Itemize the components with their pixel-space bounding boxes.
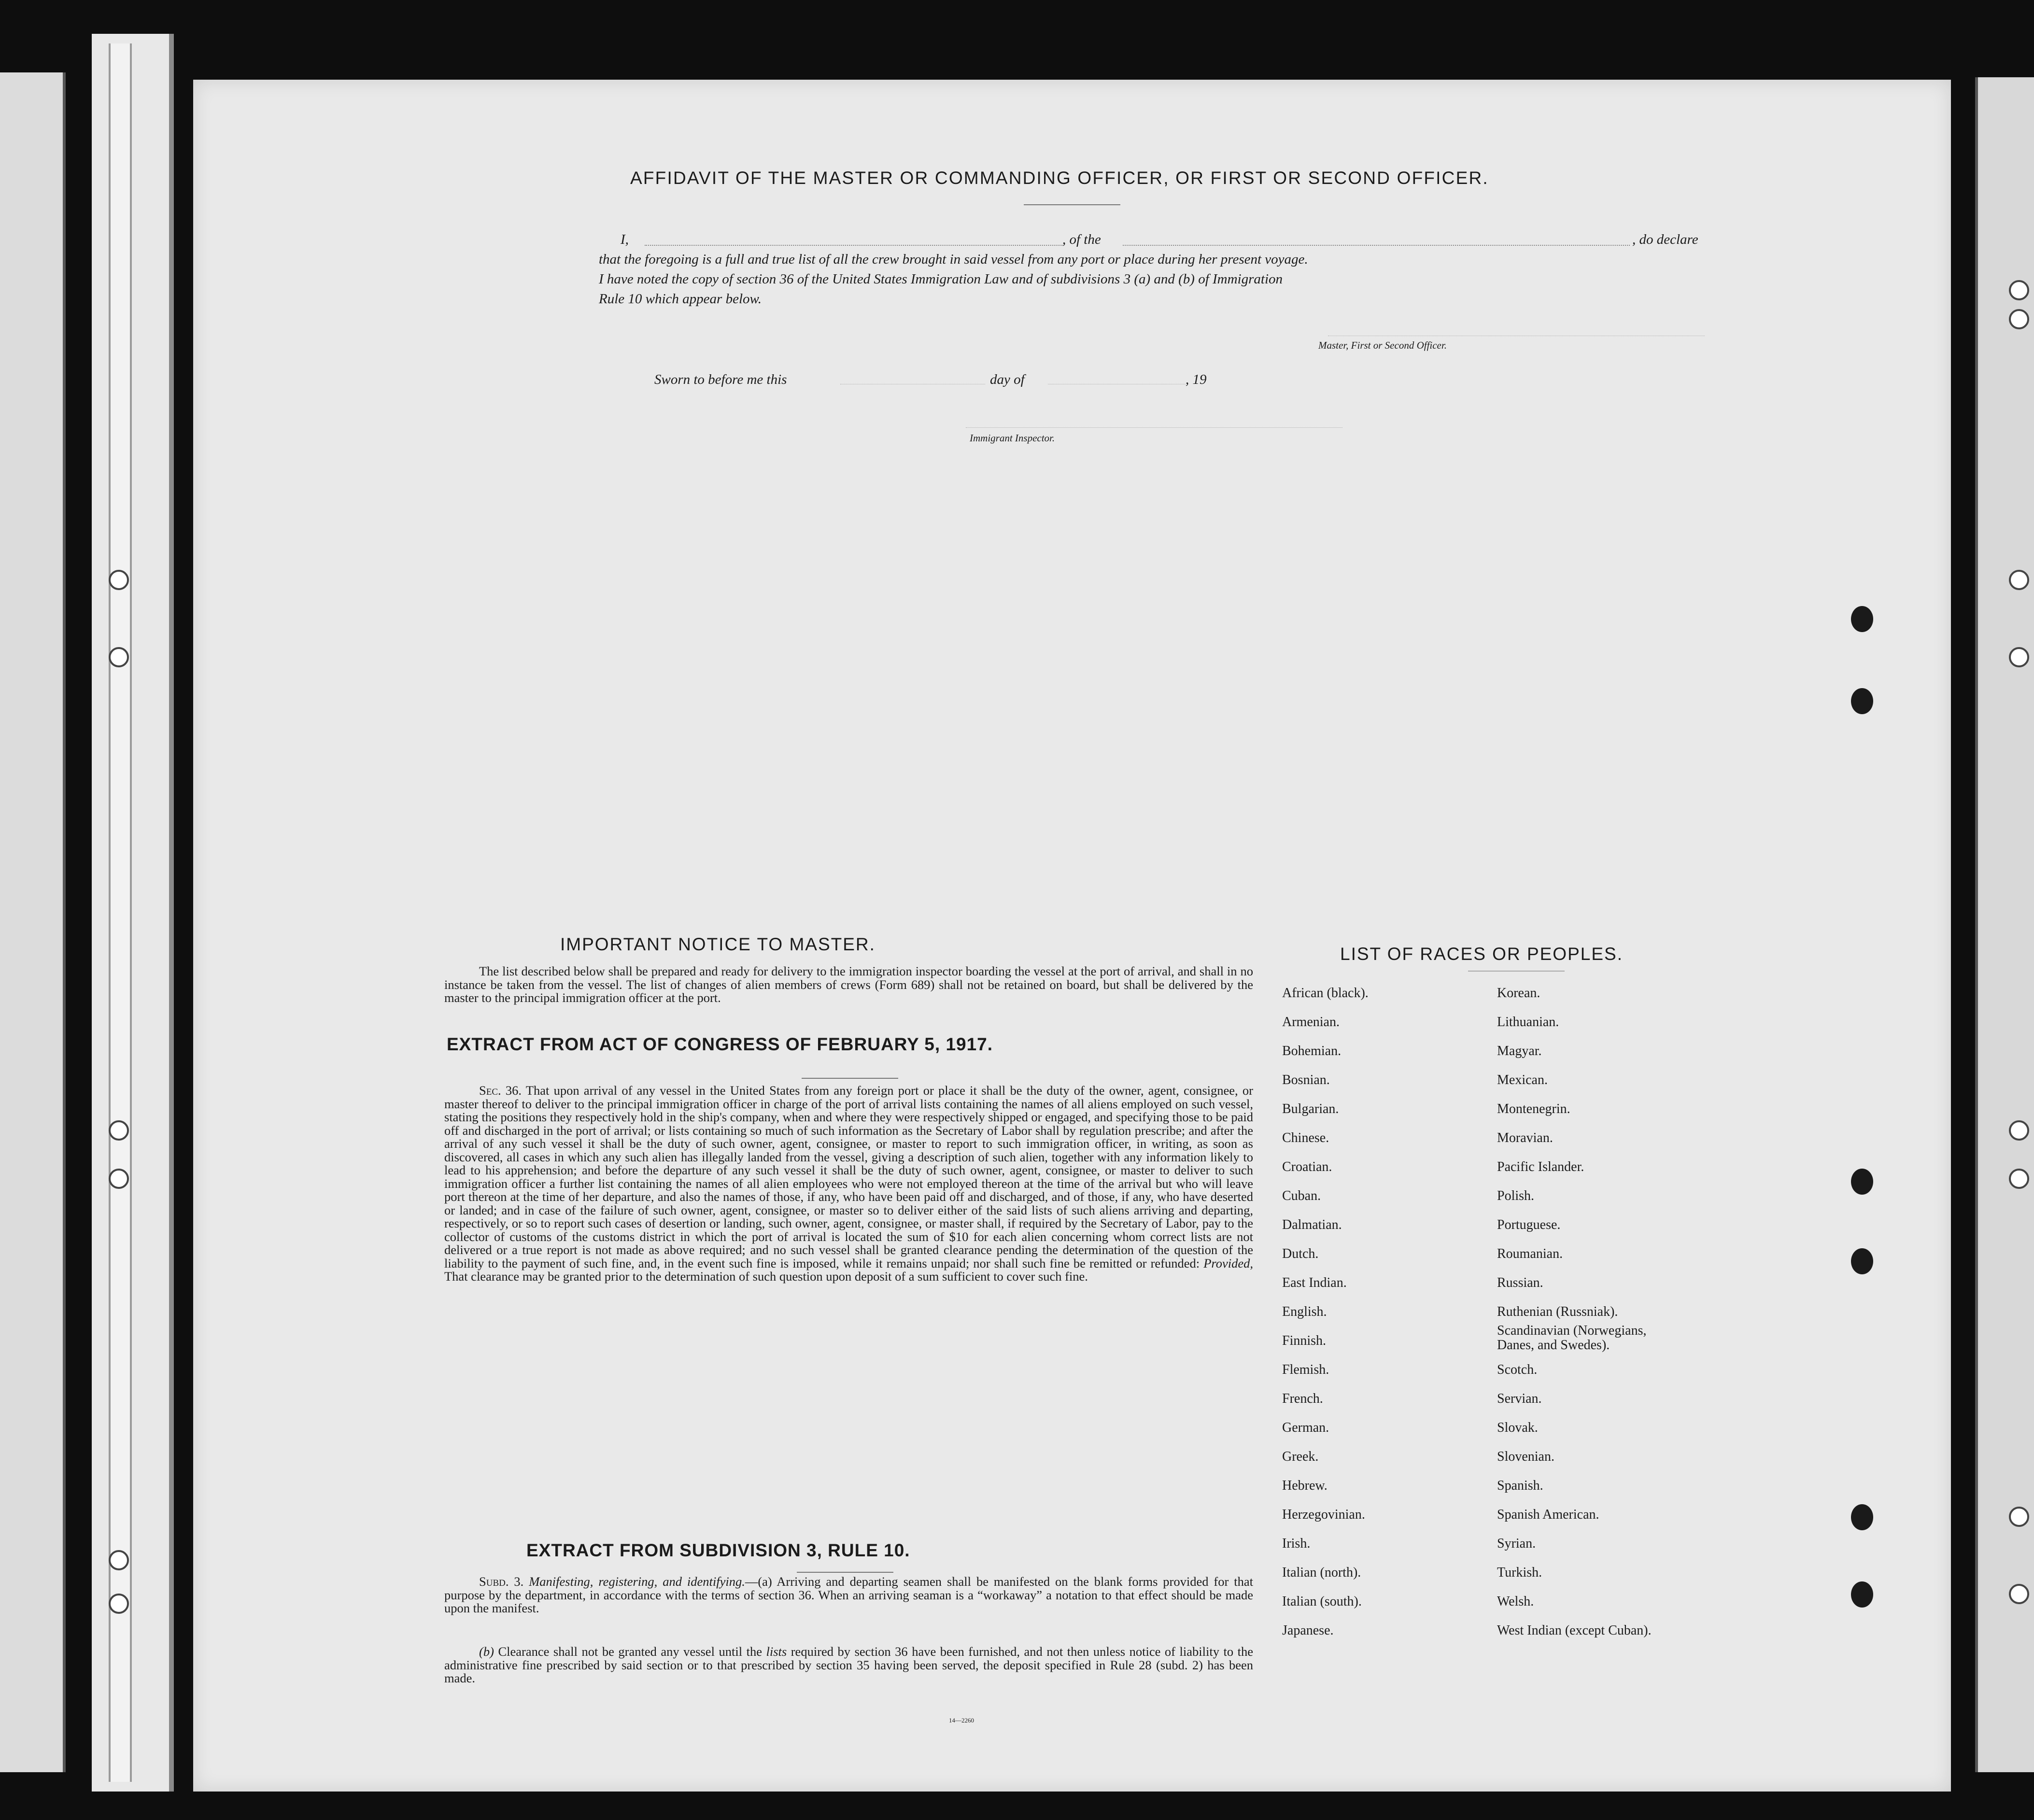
race-item: African (black). (1282, 986, 1369, 1001)
punch-hole (1851, 688, 1873, 714)
rule-a-prefix: —(a) (745, 1574, 772, 1589)
race-item: Slovenian. (1497, 1449, 1554, 1464)
binder-ring-hole (2009, 1584, 2029, 1604)
race-item: Roumanian. (1497, 1246, 1563, 1261)
day-of-text: day of (990, 372, 1025, 387)
binder-ring-hole (2009, 280, 2029, 300)
inspector-signature-label: Immigrant Inspector. (970, 432, 1055, 444)
race-item: French. (1282, 1391, 1323, 1406)
declaration-I: I, (621, 232, 629, 247)
race-item: East Indian. (1282, 1275, 1347, 1290)
race-item: Bohemian. (1282, 1044, 1342, 1058)
title-rule (1024, 204, 1120, 205)
race-item: Chinese. (1282, 1130, 1329, 1145)
race-item: Syrian. (1497, 1536, 1536, 1551)
form-number: 14—2260 (949, 1717, 974, 1724)
binder-ring-hole (2009, 1507, 2029, 1527)
vessel-name-blank[interactable] (1123, 245, 1630, 246)
act-provided: Provided, (1203, 1256, 1253, 1270)
crew-member-name-blank[interactable] (645, 245, 1062, 246)
punch-hole (1851, 1581, 1873, 1608)
page-stack-inner-edge (109, 43, 132, 1782)
race-item: Bulgarian. (1282, 1101, 1339, 1116)
act-rule (802, 1078, 898, 1079)
declaration-line-2: that the foregoing is a full and true list of all the crew brought in said vessel from any port or place during her present voyage. (599, 252, 1308, 267)
race-item: Croatian. (1282, 1159, 1332, 1174)
rule-b-lists: lists (766, 1644, 787, 1659)
race-item: Spanish. (1497, 1478, 1543, 1493)
race-item: Italian (south). (1282, 1594, 1362, 1609)
race-item: Russian. (1497, 1275, 1543, 1290)
notice-paragraph: The list described below shall be prepared and ready for delivery to the immigration inspector boarding the vessel at the port of arrival, and shall in no instance be taken from the vessel. The list of changes of alien members of crews (Form 689) shall not be retained on board, but shall be delivered by the master to the principal immigration officer at the port. (444, 964, 1253, 1005)
declaration-do-declare: , do declare (1632, 232, 1698, 247)
binder-ring-hole (109, 647, 129, 667)
race-item: Scotch. (1497, 1362, 1538, 1377)
races-title: LIST OF RACES OR PEOPLES. (1340, 944, 1623, 964)
race-item: Moravian. (1497, 1130, 1553, 1145)
rule-subd-heading: Manifesting, registering, and identifying. (529, 1574, 745, 1589)
notice-text (444, 965, 1253, 1005)
races-rule (1468, 971, 1565, 972)
binder-left-edge (0, 72, 66, 1772)
race-item: Montenegrin. (1497, 1101, 1570, 1116)
race-item: Armenian. (1282, 1015, 1340, 1030)
race-item: Lithuanian. (1497, 1015, 1559, 1030)
rule-subdivision-b (444, 1645, 1253, 1685)
race-item: Hebrew. (1282, 1478, 1328, 1493)
punch-hole (1851, 1248, 1873, 1274)
race-item: English. (1282, 1304, 1327, 1319)
punch-hole (1851, 606, 1873, 632)
race-item: Portuguese. (1497, 1217, 1561, 1232)
race-item: Greek. (1282, 1449, 1319, 1464)
page-stack-edge (92, 34, 174, 1792)
sworn-text: Sworn to before me this (654, 372, 787, 387)
race-item: Welsh. (1497, 1594, 1534, 1609)
race-item: Mexican. (1497, 1072, 1548, 1087)
race-item: Bosnian. (1282, 1072, 1330, 1087)
race-item: Scandinavian (Norwegians, Danes, and Swedes). (1497, 1323, 1647, 1353)
rule-a-text: Arriving and departing seamen shall be manifested on the blank forms provided for that purpose by the department, in accordance with the terms of section 36. When an arriving seaman is a “workaway” a notation to that effect should be made upon the manifest. (444, 1574, 1253, 1615)
declaration-line-3: I have noted the copy of section 36 of the United States Immigration Law and of subdivisions 3 (a) and (b) of Immigration (599, 271, 1283, 287)
race-item: Dutch. (1282, 1246, 1319, 1261)
act-section-36 (444, 1084, 1253, 1284)
rule-b-text-1: Clearance shall not be granted any vessel until the (498, 1644, 762, 1659)
notice-title: IMPORTANT NOTICE TO MASTER. (560, 934, 876, 954)
race-item: Ruthenian (Russniak). (1497, 1304, 1618, 1319)
rule-b-text-2: required by section 36 have been furnished, and not then unless notice of liability to the administrative fine prescribed by said section or to that prescribed by section 35 having been served, the deposit specified in Rule 28 (subd. 2) has been made. (444, 1644, 1254, 1685)
declaration-of-the: , of the (1062, 232, 1101, 247)
binder-ring-hole (2009, 1120, 2029, 1141)
binder-ring-hole (2009, 570, 2029, 590)
binder-ring-hole (109, 570, 129, 590)
race-item: Slovak. (1497, 1420, 1538, 1435)
rule-subdivision-a (444, 1575, 1253, 1615)
rule-b-prefix: (b) (479, 1644, 494, 1659)
race-item: Irish. (1282, 1536, 1311, 1551)
binder-ring-hole (109, 1120, 129, 1141)
race-item: Italian (north). (1282, 1565, 1361, 1580)
race-item: Dalmatian. (1282, 1217, 1342, 1232)
race-item: Polish. (1497, 1188, 1535, 1203)
manifest-page (193, 80, 1951, 1792)
officer-signature-label: Master, First or Second Officer. (1318, 339, 1447, 351)
race-item: Servian. (1497, 1391, 1542, 1406)
punch-hole (1851, 1504, 1873, 1530)
binder-ring-hole (2009, 1169, 2029, 1189)
act-sec-label: Sec. 36. (479, 1083, 522, 1098)
inspector-signature-line[interactable] (966, 427, 1342, 428)
affidavit-title: AFFIDAVIT OF THE MASTER OR COMMANDING OFFICER, OR FIRST OR SECOND OFFICER. (630, 168, 1489, 188)
race-item: West Indian (except Cuban). (1497, 1623, 1652, 1638)
race-item: Korean. (1497, 986, 1540, 1001)
race-item: Turkish. (1497, 1565, 1542, 1580)
binder-ring-hole (109, 1594, 129, 1614)
race-item: Spanish American. (1497, 1507, 1599, 1522)
race-item: Pacific Islander. (1497, 1159, 1584, 1174)
act-text: That upon arrival of any vessel in the United States from any foreign port or place it shall be the duty of the owner, agent, consignee, or master thereof to deliver to the principal immigration officer in charge of the port of arrival lists containing the names of all aliens employed on such vessel, stating the positions they respectively hold in the ship's company, when and where they were respectively shipped or engaged, and specifying those to be paid off and discharged in the port of arrival; or lists containing so much of such information as the Secretary of Labor shall by regulation prescribe; and after the arrival of any such vessel it shall be the duty of such owner, agent, consignee, or master to report to such immigration officer, in writing, as soon as discovered, all cases in which any such alien has illegally landed from the vessel, giving a description of such alien, together with any information likely to lead to his apprehension; and before the departure of any such vessel it shall be the duty of such owner, agent, consignee, or master to deliver to such immigration officer a further list containing the names of all alien employees who were not employed thereon at the time of the arrival but who will leave port thereon at the time of her departure, and also the names of those, if any, who have been paid off and discharged, and of those, if any, who have deserted or landed; and in case of the failure of such owner, agent, consignee, or master so to deliver either of the said lists of such aliens arriving and departing, respectively, or so to report such cases of desertion or landing, such owner, agent, consignee, or master shall, if required by the Secretary of Labor, pay to the collector of customs of the customs district in which the port of arrival is located the sum of $10 for each alien concerning whom correct lists are not delivered or a true report is not made as above required; and no such vessel shall be granted clearance pending the determination of the question of the liability to the payment of such fine, and, in the event such fine is imposed, while it remains unpaid; nor shall such fine be remitted or refunded: (444, 1083, 1253, 1270)
act-text-end: That clearance may be granted prior to the determination of such question upon deposit of a sum sufficient to cover such fine. (444, 1269, 1088, 1284)
race-item: Flemish. (1282, 1362, 1329, 1377)
rule-rule (797, 1572, 893, 1573)
race-item: Magyar. (1497, 1044, 1542, 1058)
binder-ring-hole (109, 1169, 129, 1189)
race-item: Cuban. (1282, 1188, 1321, 1203)
rule-title: EXTRACT FROM SUBDIVISION 3, RULE 10. (526, 1540, 910, 1560)
rule-subd-label: Subd. 3. (479, 1574, 524, 1589)
binder-ring-hole (2009, 647, 2029, 667)
race-item: Herzegovinian. (1282, 1507, 1365, 1522)
binder-ring-hole (109, 1550, 129, 1570)
act-title: EXTRACT FROM ACT OF CONGRESS OF FEBRUARY 5, 1917. (447, 1034, 993, 1054)
binder-ring-hole (2009, 309, 2029, 329)
race-item: Finnish. (1282, 1333, 1327, 1348)
race-item: Japanese. (1282, 1623, 1334, 1638)
race-item: German. (1282, 1420, 1329, 1435)
declaration-line-4: Rule 10 which appear below. (599, 291, 762, 307)
punch-hole (1851, 1169, 1873, 1195)
year-prefix: , 19 (1186, 372, 1207, 387)
